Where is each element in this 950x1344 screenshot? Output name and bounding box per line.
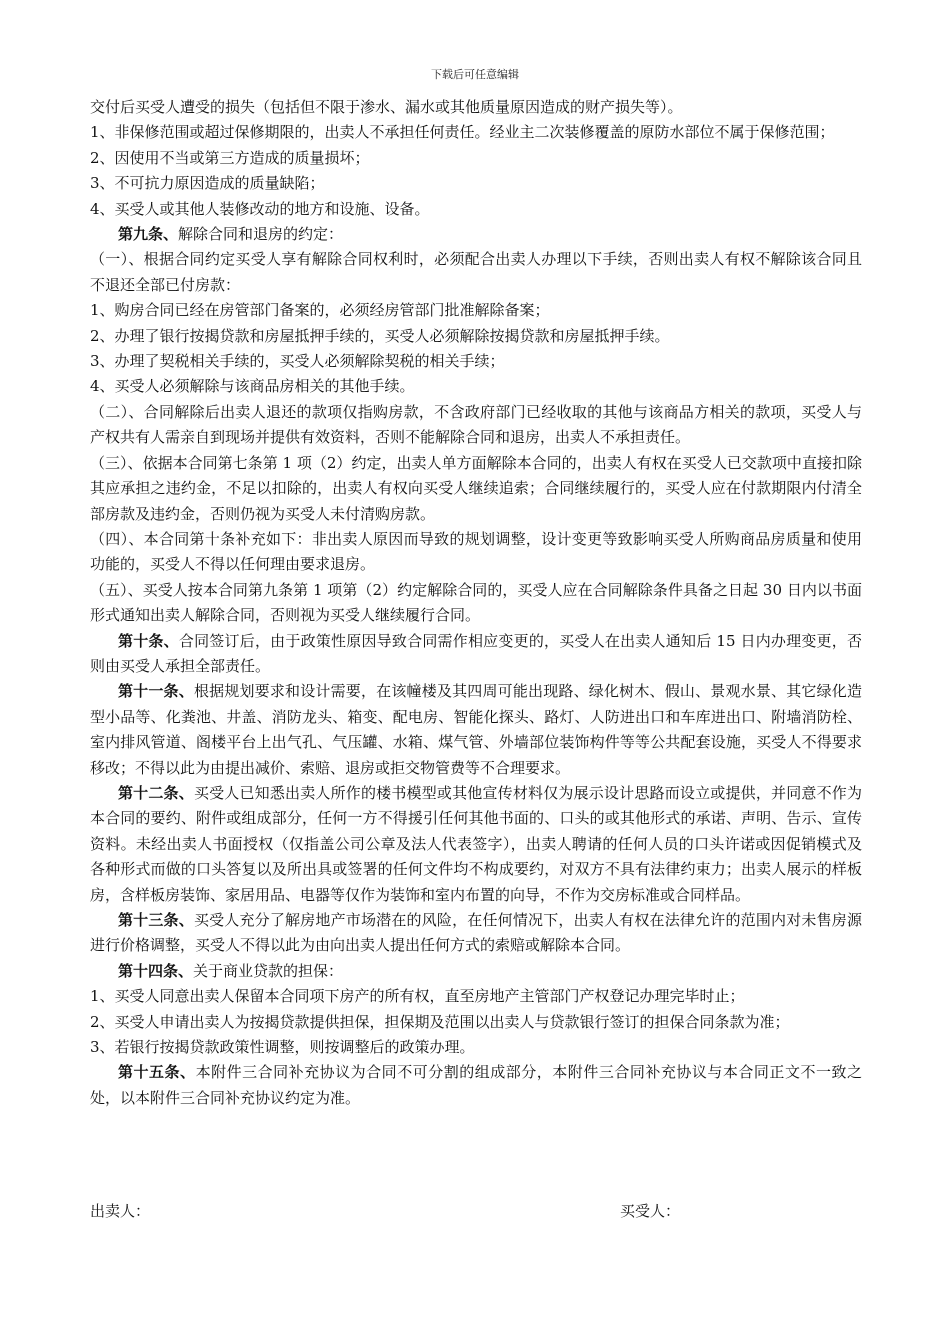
contract-paragraph — [90, 247, 862, 298]
paragraph-text: 本附件三合同补充协议为合同不可分割的组成部分，本附件三合同补充协议与本合同正文不一致之处，以本附件三合同补充协议约定为准。 — [90, 1063, 862, 1107]
contract-paragraph — [90, 781, 862, 908]
article-heading: 第九条、 — [118, 225, 179, 244]
paragraph-text: 买受人已知悉出卖人所作的楼书模型或其他宣传材料仅为展示设计思路而设立或提供，并同意不作为本合同的要约、附件或组成部分，任何一方不得援引任何其他书面的、口头的或其他形式的承诺、声明、告示、宣传资料。未经出卖人书面授权（仅指盖公司公章及法人代表签字），出卖人聘请的任何人员的口头许诺或因促销模式及各种形式而做的口头答复以及所出具或签署的任何文件均不构成要约，对双方不具有法律约束力；出卖人展示的样板房，含样板房装饰、家居用品、电器等仅作为装饰和室内布置的向导，不作为交房标准或合同样品。 — [90, 783, 862, 904]
paragraph-text: 1、买受人同意出卖人保留本合同项下房产的所有权，直至房地产主管部门产权登记办理完毕时止； — [90, 987, 745, 1006]
page-header-note: 下载后可任意编辑 — [431, 68, 519, 81]
article-heading: 第十三条、 — [118, 911, 194, 929]
paragraph-text: 1、购房合同已经在房管部门备案的，必须经房管部门批准解除备案； — [90, 301, 550, 320]
buyer-signature-label: 买受人： — [620, 1202, 681, 1220]
contract-paragraph — [90, 120, 862, 145]
paragraph-text: 3、若银行按揭贷款政策性调整，则按调整后的政策办理。 — [90, 1038, 475, 1057]
paragraph-text: （五）、买受人按本合同第九条第 1 项第（2）约定解除合同的，买受人应在合同解除条件具备之日起 30 日内以书面形式通知出卖人解除合同，否则视为买受人继续履行合同。 — [90, 580, 862, 625]
paragraph-text: 2、办理了银行按揭贷款和房屋抵押手续的，买受人必须解除按揭贷款和房屋抵押手续。 — [90, 326, 670, 345]
contract-paragraph — [90, 298, 862, 323]
paragraph-text: 3、办理了契税相关手续的，买受人必须解除契税的相关手续； — [90, 352, 505, 371]
contract-paragraph — [90, 908, 862, 959]
contract-paragraph — [90, 324, 862, 349]
article-heading: 第十五条、 — [118, 1063, 196, 1082]
contract-paragraph — [90, 451, 862, 527]
paragraph-text: 1、非保修范围或超过保修期限的，出卖人不承担任何责任。经业主二次装修覆盖的原防水部位不属于保修范围； — [90, 123, 835, 142]
article-heading: 第十二条、 — [118, 783, 194, 802]
contract-paragraph — [90, 527, 862, 578]
seller-signature-label: 出卖人： — [90, 1202, 151, 1220]
paragraph-text: 解除合同和退房的约定： — [178, 225, 344, 244]
contract-paragraph — [90, 400, 862, 451]
contract-paragraph — [90, 578, 862, 629]
paragraph-text: 买受人充分了解房地产市场潜在的风险，在任何情况下，出卖人有权在法律允许的范围内对未售房源进行价格调整，买受人不得以此为由向出卖人提出任何方式的索赔或解除本合同。 — [90, 911, 862, 955]
contract-paragraph — [90, 222, 862, 247]
paragraph-text: （三）、依据本合同第七条第 1 项（2）约定，出卖人单方面解除本合同的，出卖人有权在买受人已交款项中直接扣除其应承担之违约金，不足以扣除的，出卖人有权向买受人继续追索；合同继续履行的，买受人应在付款期限内付清全部房款及违约金，否则仍视为买受人未付清购房款。 — [90, 453, 862, 523]
paragraph-text: （一）、根据合同约定买受人享有解除合同权利时，必须配合出卖人办理以下手续，否则出卖人有权不解除该合同且不退还全部已付房款： — [90, 250, 862, 294]
paragraph-text: 根据规划要求和设计需要，在该幢楼及其四周可能出现路、绿化树木、假山、景观水景、其它绿化造型小品等、化粪池、井盖、消防龙头、箱变、配电房、智能化探头、路灯、人防进出口和车库进出口、附墙消防栓、室内排风管道、阁楼平台上出气孔、气压罐、水箱、煤气管、外墙部位装饰构件等等公共配套设施，买受人不得要求移改；不得以此为由提出减价、索赔、退房或拒交物管费等不合理要求。 — [90, 682, 862, 777]
paragraph-text: 2、因使用不当或第三方造成的质量损坏； — [90, 148, 370, 167]
contract-paragraph — [90, 679, 862, 781]
article-heading: 第十条、 — [118, 631, 179, 650]
contract-paragraph — [90, 95, 862, 120]
contract-paragraph — [90, 629, 862, 680]
article-heading: 第十四条、 — [118, 961, 194, 980]
contract-paragraph — [90, 984, 862, 1009]
paragraph-text: 4、买受人或其他人装修改动的地方和设施、设备。 — [90, 199, 430, 218]
paragraph-text: （四）、本合同第十条补充如下：非出卖人原因而导致的规划调整，设计变更等致影响买受人所购商品房质量和使用功能的，买受人不得以任何理由要求退房。 — [90, 529, 862, 574]
paragraph-text: 关于商业贷款的担保： — [193, 961, 344, 980]
paragraph-text: 合同签订后，由于政策性原因导致合同需作相应变更的，买受人在出卖人通知后 15 日内办理变更，否则由买受人承担全部责任。 — [90, 631, 862, 675]
contract-paragraph — [90, 1060, 862, 1111]
contract-paragraph — [90, 146, 862, 171]
contract-paragraph — [90, 171, 862, 196]
contract-paragraph — [90, 349, 862, 374]
contract-paragraph — [90, 1010, 862, 1035]
paragraph-text: 交付后买受人遭受的损失（包括但不限于渗水、漏水或其他质量原因造成的财产损失等）。 — [90, 98, 683, 116]
contract-paragraph — [90, 374, 862, 399]
contract-body — [90, 95, 862, 1111]
contract-paragraph — [90, 1035, 862, 1060]
paragraph-text: 2、买受人申请出卖人为按揭贷款提供担保，担保期及范围以出卖人与贷款银行签订的担保合同条款为准； — [90, 1012, 790, 1031]
contract-paragraph — [90, 197, 862, 222]
paragraph-text: 3、不可抗力原因造成的质量缺陷； — [90, 174, 325, 193]
article-heading: 第十一条、 — [118, 682, 194, 701]
paragraph-text: 4、买受人必须解除与该商品房相关的其他手续。 — [90, 377, 415, 396]
paragraph-text: （二）、合同解除后出卖人退还的款项仅指购房款，不含政府部门已经收取的其他与该商品方相关的款项，买受人与产权共有人需亲自到现场并提供有效资料，否则不能解除合同和退房，出卖人不承担责任。 — [90, 402, 862, 447]
contract-paragraph — [90, 959, 862, 984]
